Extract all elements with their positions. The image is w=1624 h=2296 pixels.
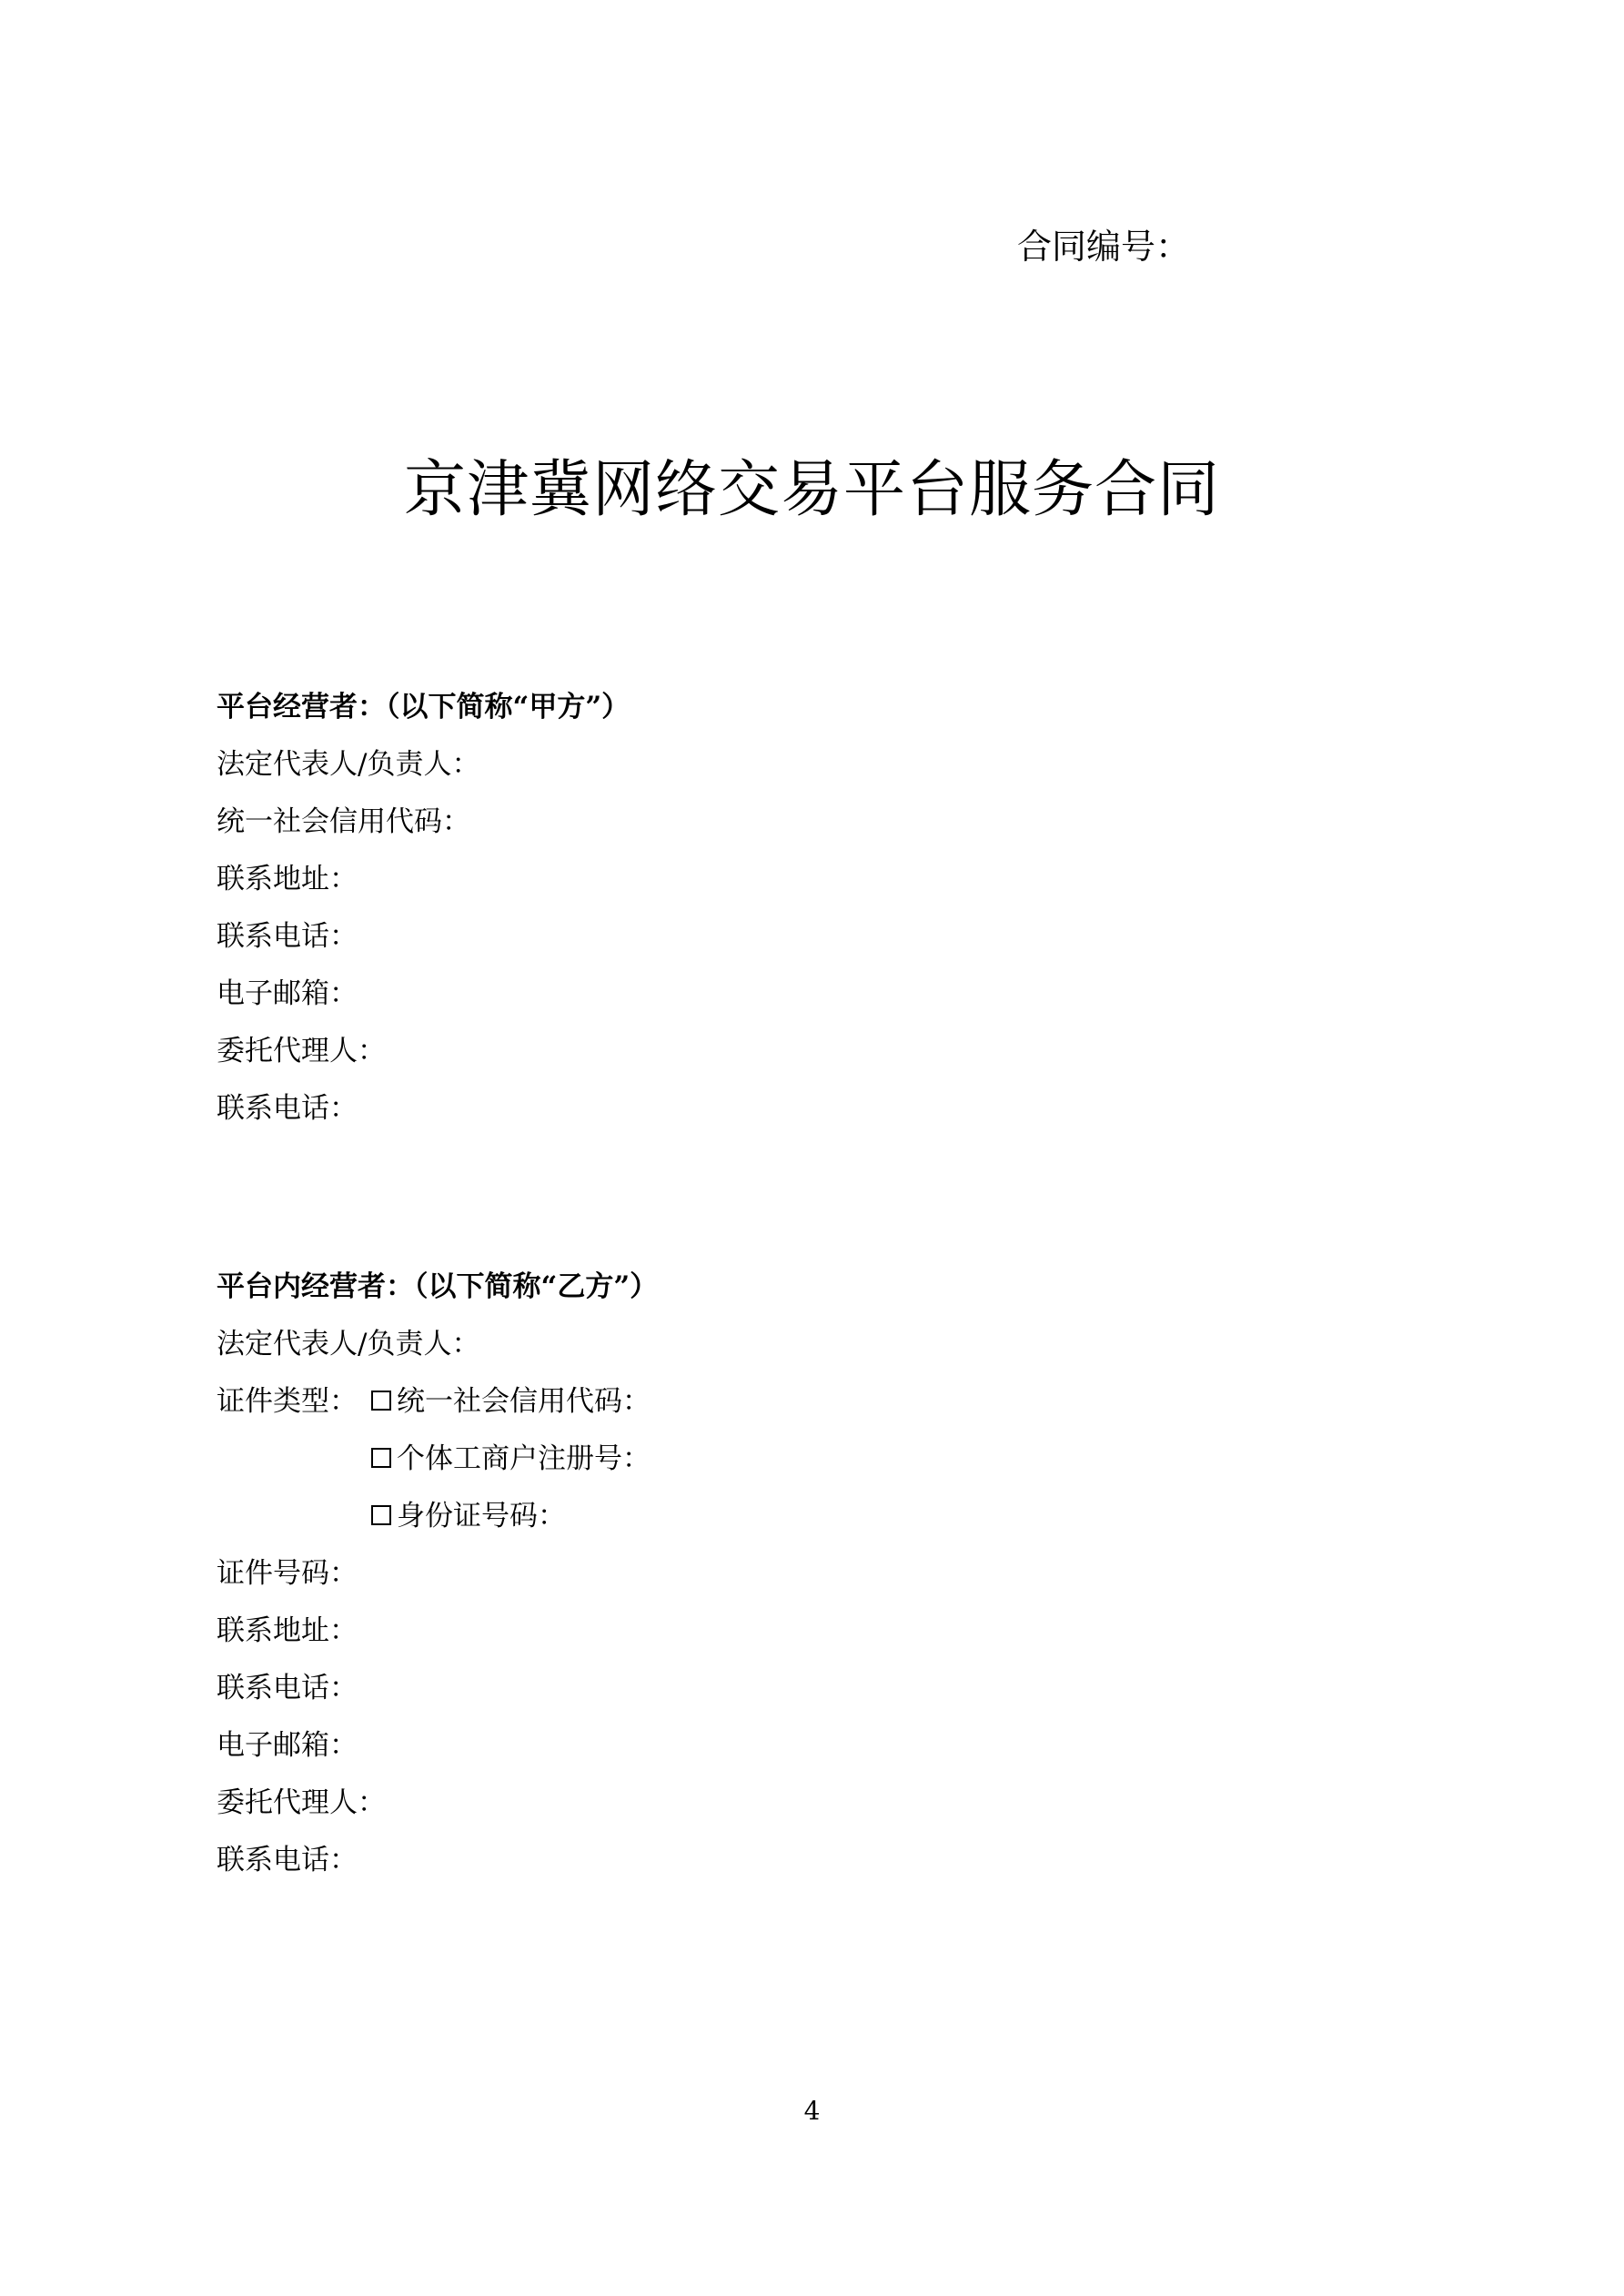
party-a-email-field: 电子邮箱：	[217, 977, 358, 1010]
party-b-agent-phone-field: 联系电话：	[217, 1844, 358, 1876]
party-b-cert-option-row	[217, 1488, 658, 1545]
party-b-cert-option-row	[217, 1431, 658, 1488]
document-title: 京津冀网络交易平台服务合同	[403, 454, 1220, 526]
checkbox-business-registration[interactable]	[371, 1448, 391, 1468]
party-b-legal-rep-field: 法定代表人/负责人：	[217, 1328, 480, 1360]
party-a-phone-field: 联系电话：	[217, 920, 358, 953]
cert-option-id-card: 身份证号码：	[397, 1500, 566, 1532]
checkbox-credit-code[interactable]	[371, 1391, 391, 1411]
checkbox-id-card[interactable]	[371, 1505, 391, 1525]
party-b-address-field: 联系地址：	[217, 1614, 358, 1647]
party-a-legal-rep-field: 法定代表人/负责人：	[217, 748, 480, 781]
party-a-section	[217, 679, 630, 1138]
page-number: 4	[803, 2096, 821, 2126]
party-b-phone-field: 联系电话：	[217, 1672, 358, 1704]
party-b-heading: 平台内经营者：（以下简称“乙方”）	[217, 1270, 659, 1303]
party-b-cert-number-field: 证件号码：	[217, 1557, 358, 1590]
cert-option-credit-code: 统一社会信用代码：	[397, 1385, 651, 1418]
cert-type-label: 证件类型：	[217, 1385, 358, 1418]
party-b-section	[217, 1259, 658, 1889]
party-a-credit-code-field: 统一社会信用代码：	[217, 805, 470, 838]
party-a-heading: 平台经营者：（以下简称“甲方”）	[217, 691, 630, 723]
party-b-email-field: 电子邮箱：	[217, 1729, 358, 1762]
party-b-cert-type-row	[217, 1373, 658, 1431]
party-a-agent-phone-field: 联系电话：	[217, 1092, 358, 1125]
contract-number-label: 合同编号：	[1017, 227, 1191, 267]
cert-option-business-registration: 个体工商户注册号：	[397, 1442, 651, 1475]
party-a-agent-field: 委托代理人：	[217, 1035, 386, 1067]
party-a-address-field: 联系地址：	[217, 863, 358, 895]
party-b-agent-field: 委托代理人：	[217, 1786, 386, 1819]
